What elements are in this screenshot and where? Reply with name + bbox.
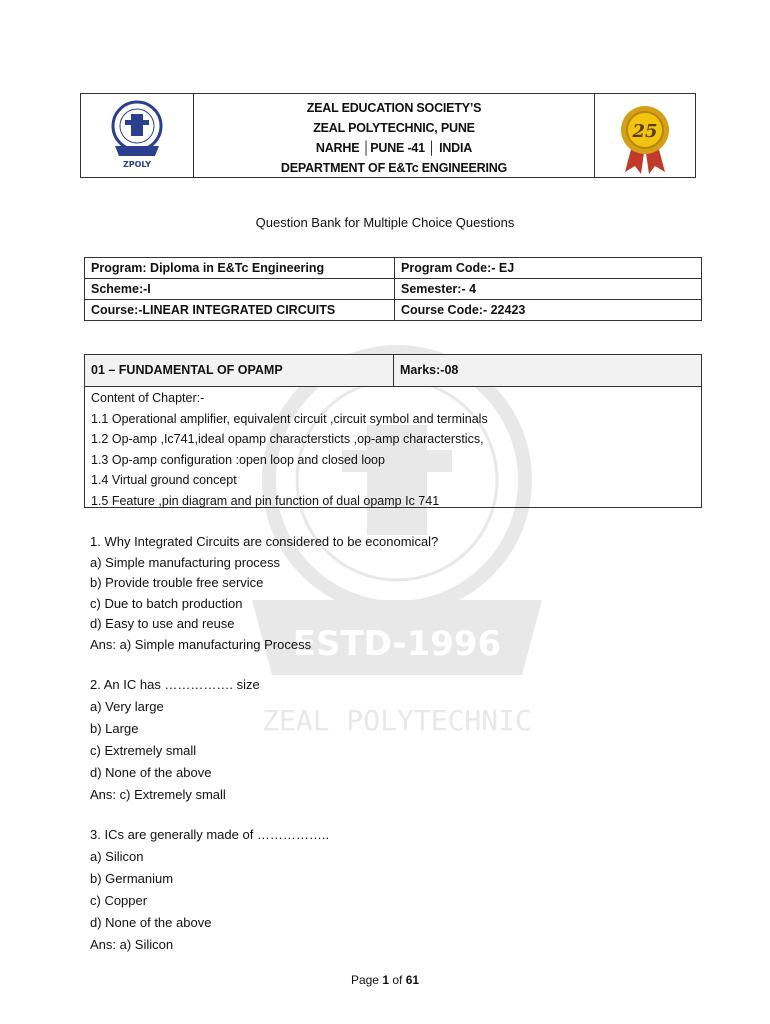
- option: d) None of the above: [90, 915, 212, 930]
- scheme-cell: Scheme:-I: [85, 279, 395, 300]
- college-name: ZEAL POLYTECHNIC, PUNE: [313, 121, 475, 135]
- chapter-name: 01 – FUNDAMENTAL OF OPAMP: [91, 363, 283, 377]
- svg-text:ZEAL POLYTECHNIC: ZEAL POLYTECHNIC: [262, 704, 532, 737]
- option: d) Easy to use and reuse: [90, 616, 235, 632]
- content-item: 1.4 Virtual ground concept: [91, 473, 237, 488]
- society-name: ZEAL EDUCATION SOCIETY’S: [306, 101, 482, 115]
- question-text: 3. ICs are generally made of ……………..: [90, 827, 330, 842]
- answer: Ans: a) Silicon: [90, 937, 174, 952]
- program-info-table: [84, 257, 702, 321]
- chapter-content: [91, 388, 488, 512]
- content-item: 1.2 Op-amp ,Ic741,ideal opamp charactersticts ,op-amp characterstics,: [91, 432, 484, 447]
- zeal-logo-icon: [81, 94, 193, 177]
- content-item: 1.1 Operational amplifier, equivalent circuit ,circuit symbol and terminals: [91, 411, 488, 426]
- question-block: [90, 824, 329, 956]
- option: b) Germanium: [90, 871, 174, 886]
- chapter-header-row: [85, 355, 701, 387]
- page-number: Page 1 of 61: [350, 973, 420, 987]
- svg-text:25: 25: [632, 121, 658, 142]
- option: c) Due to batch production: [90, 595, 243, 611]
- option: b) Large: [90, 721, 139, 736]
- answer: Ans: c) Extremely small: [90, 787, 226, 802]
- question-block: [90, 532, 438, 656]
- header-table: [80, 93, 696, 178]
- document-title: Question Bank for Multiple Choice Questions: [255, 215, 515, 230]
- option: d) None of the above: [90, 765, 212, 780]
- header-badge-cell: [594, 94, 695, 177]
- course-code-cell: Course Code:- 22423: [395, 300, 702, 321]
- content-item: 1.5 Feature ,pin diagram and pin function of dual opamp Ic 741: [91, 493, 440, 508]
- option: a) Silicon: [90, 849, 144, 864]
- program-code-cell: Program Code:- EJ: [395, 258, 702, 279]
- header-title-block: [193, 94, 595, 177]
- svg-text:ESTD-1996: ESTD-1996: [292, 624, 502, 664]
- option: c) Copper: [90, 893, 148, 908]
- question-block: [90, 674, 260, 806]
- option: b) Provide trouble free service: [90, 575, 264, 591]
- option: a) Simple manufacturing process: [90, 554, 281, 570]
- option: c) Extremely small: [90, 743, 197, 758]
- answer: Ans: a) Simple manufacturing Process: [90, 636, 312, 652]
- question-text: 1. Why Integrated Circuits are considered to be economical?: [90, 534, 439, 549]
- option: a) Very large: [90, 699, 164, 714]
- content-item: 1.3 Op-amp configuration :open loop and closed loop: [91, 452, 385, 467]
- svg-text:ZPOLY: ZPOLY: [122, 160, 152, 169]
- course-cell: Course:-LINEAR INTEGRATED CIRCUITS: [85, 300, 395, 321]
- content-label: Content of Chapter:-: [91, 391, 205, 405]
- college-address: NARHE │PUNE -41 │ INDIA: [315, 141, 473, 155]
- chapter-table: [84, 354, 702, 508]
- chapter-marks: Marks:-08: [400, 363, 459, 377]
- header-logo-cell: [81, 94, 194, 177]
- department-name: DEPARTMENT OF E&Tc ENGINEERING: [280, 161, 508, 175]
- program-cell: Program: Diploma in E&Tc Engineering: [85, 258, 395, 279]
- anniversary-badge-icon: [595, 94, 695, 177]
- semester-cell: Semester:- 4: [395, 279, 702, 300]
- question-text: 2. An IC has ……………. size: [90, 677, 260, 692]
